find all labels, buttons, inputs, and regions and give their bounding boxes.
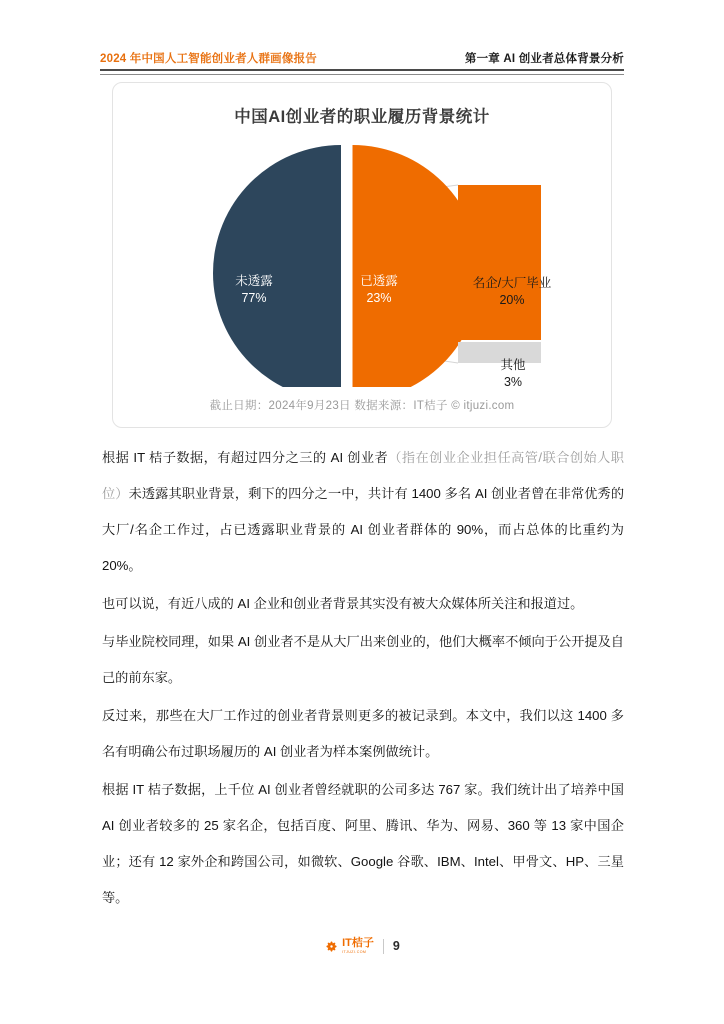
page-number: 9 [392,939,400,954]
bar-segment-other[interactable] [458,342,541,363]
bar-label-other-name: 其他 [500,358,526,372]
pie-label-undisclosed-value: 77% [241,290,267,305]
pie-label-disclosed-name: 已透露 [360,274,398,288]
chart-source-note: 截止日期：2024年9月23日 数据来源：IT桔子 © itjuzi.com [209,400,515,412]
paragraph-1-part-a: 根据 IT 桔子数据，有超过四分之三的 AI 创业者 [102,450,389,465]
bar-label-bigfirm-value: 20% [499,292,525,307]
chapter-title: 第一章 AI 创业者总体背景分析 [464,53,624,65]
paragraph-4: 反过来，那些在大厂工作过的创业者背景则更多的被记录到。本文中，我们以这 1400 多名有明确公布过职场履历的 AI 创业者为样本案例做统计。 [102,708,624,759]
header-divider-thin [100,74,624,75]
page-header [100,50,624,66]
itjuzi-name-en: ITJUZI.COM [342,949,367,954]
chart-title: 中国AI创业者的职业履历背景统计 [234,108,490,126]
itjuzi-wordmark [342,938,374,954]
flower-icon [324,939,339,954]
body-content [102,440,624,918]
itjuzi-name-cn: IT桔子 [342,937,374,949]
paragraph-5: 根据 IT 桔子数据，上千位 AI 创业者曾经就职的公司多达 767 家。我们统计出了培养中国 AI 创业者较多的 25 家名企，包括百度、阿里、腾讯、华为、网易、360 等 13 家中国企业；还有 12 家外企和跨国公司，如微软、Google 谷歌、IBM、Intel、甲骨文、HP、三星等。 [102,782,624,905]
paragraph-2: 也可以说，有近八成的 AI 企业和创业者背景其实没有被大众媒体所关注和报道过。 [102,596,584,611]
paragraph-3: 与毕业院校同理，如果 AI 创业者不是从大厂出来创业的，他们大概率不倾向于公开提及自己的前东家。 [102,634,624,685]
pie-label-disclosed-value: 23% [366,290,392,305]
footer-divider [383,939,384,954]
paragraph-1-part-b: 未透露其职业背景，剩下的四分之一中，共计有 1400 多名 AI 创业者曾在非常优秀的大厂/名企工作过，占已透露职业背景的 AI 创业者群体的 90%，而占总体的比重约为 20%。 [102,486,625,573]
page-footer [0,938,724,954]
header-divider-thick [100,69,624,71]
itjuzi-logo [324,938,374,954]
report-title: 2024 年中国人工智能创业者人群画像报告 [100,53,317,65]
bar-label-other-value: 3% [503,374,523,389]
breakdown-bar [458,185,541,363]
bar-label-bigfirm-name: 名企/大厂毕业 [472,276,552,290]
paragraph-1-parenthetical: （指在创业企业担任高管/联合创始人职位） [102,450,624,501]
pie-with-bar-of-pie-svg [113,125,613,387]
bar-segment-bigfirm[interactable] [458,185,541,340]
paragraph-1 [102,440,624,584]
pie-slice-undisclosed[interactable] [213,145,341,387]
chart-card [112,82,612,428]
pie-label-undisclosed-name: 未透露 [235,274,273,288]
chart-canvas [113,125,613,387]
